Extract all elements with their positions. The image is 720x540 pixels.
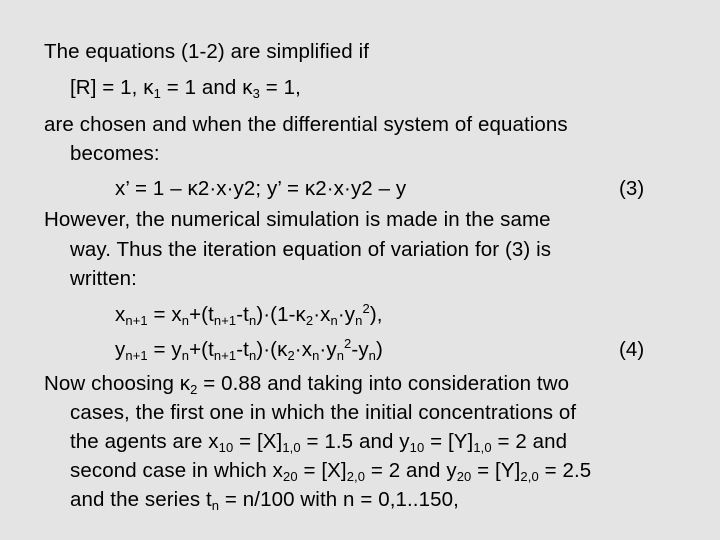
subscript: 2,0 [346,469,366,484]
text-run: the agents are x [70,430,219,453]
subscript: 3 [252,86,260,101]
text-run: second case in which x [70,459,284,482]
text-run: = [X] [233,430,283,453]
superscript: 2 [344,336,352,351]
text-run: = x [147,303,182,326]
subscript: 1,0 [282,440,301,455]
subscript: 20 [283,469,298,484]
text-run: = 2.5 [538,459,592,482]
text-run: becomes: [70,142,160,165]
subscript: n+1 [213,348,237,363]
text-run: = [X] [297,459,347,482]
subscript: 20 [456,469,472,484]
text-run: = [Y] [471,459,521,482]
equation-line [115,338,720,362]
subscript: n [330,313,338,328]
text-run: Now choosing κ [44,372,191,395]
equation-line [115,177,720,201]
text-run: cases, the first one in which the initial concentrations of [70,401,577,424]
subscript: n+1 [125,348,148,363]
text-run: written: [70,267,137,290]
text-line [70,488,459,512]
subscript: 10 [409,440,425,455]
subscript: n [181,313,190,328]
subscript: 2 [305,313,314,328]
subscript: n [248,313,257,328]
text-run: = 2 and [491,430,568,453]
subscript: n [355,313,363,328]
text-run: = [Y] [424,430,474,453]
subscript: n [336,348,345,363]
text-run: -t [236,338,249,361]
text-line [70,401,576,425]
text-line [70,430,567,454]
subscript: n [181,348,190,363]
text-line [70,142,160,166]
text-line [70,238,551,262]
text-run: way. Thus the iteration equation of variation for (3) is [70,238,552,261]
text-run: ·y [319,338,337,361]
text-run: and the series t [70,488,212,511]
subscript: n [368,348,377,363]
subscript: n [248,348,257,363]
text-run: ) [376,338,383,361]
text-run: -t [236,303,249,326]
text-line [70,267,137,291]
text-run: x’ = 1 – κ2·x·y2; y’ = κ2·x·y2 – y [115,177,407,200]
text-run: = 1, [259,76,301,99]
text-line [44,113,568,137]
text-run: y [115,338,126,361]
text-run: = 1 and κ [160,76,253,99]
text-line [44,372,569,396]
text-line [44,40,369,64]
subscript: 1 [153,86,161,101]
text-run: ·y [337,303,356,326]
subscript: n [312,348,320,363]
equation-number: (4) [619,338,645,361]
text-run: The equations (1-2) are simplified if [44,40,370,63]
text-run: +(t [189,338,214,361]
text-run: are chosen and when the differential system of equations [44,113,568,136]
text-run: = n/100 with n = 0,1..150, [219,488,459,511]
subscript: 10 [218,440,234,455]
text-run: x [115,303,126,326]
superscript: 2 [362,301,370,316]
text-run: -y [351,338,369,361]
text-line [70,459,591,483]
text-run: However, the numerical simulation is made in the same [44,208,551,231]
equation-number: (3) [619,177,645,200]
subscript: n [211,498,220,513]
text-run: = 0.88 and taking into consideration two [197,372,570,395]
text-run: +(t [189,303,214,326]
text-run: = 1.5 and y [300,430,410,453]
subscript: n+1 [213,313,237,328]
subscript: n+1 [125,313,148,328]
text-run: = y [147,338,182,361]
subscript: 2,0 [520,469,539,484]
equation-line [115,303,383,327]
text-run: )·(κ [256,338,288,361]
text-run: ), [369,303,383,326]
text-run: )·(1-κ [256,303,306,326]
text-run: ·x [313,303,331,326]
subscript: 2 [190,382,198,397]
text-run: = 2 and y [365,459,457,482]
subscript: 1,0 [473,440,492,455]
text-run: ·x [294,338,313,361]
text-line [44,208,551,232]
text-run: [R] = 1, κ [70,76,154,99]
text-line [70,76,301,100]
subscript: 2 [287,348,295,363]
